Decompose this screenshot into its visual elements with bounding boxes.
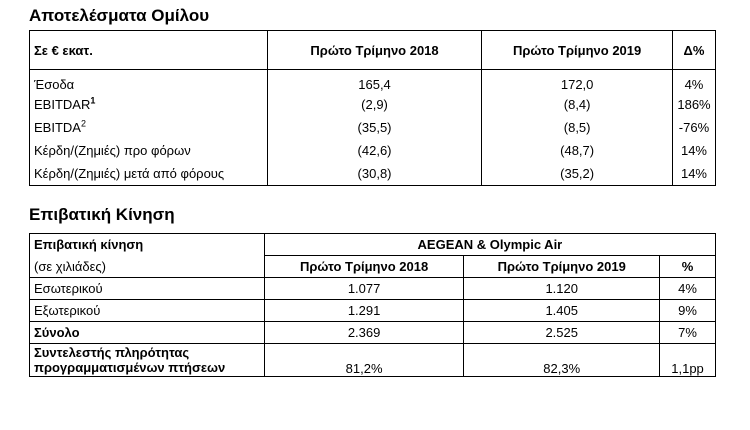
header-q1-2018: Πρώτο Τρίμηνο 2018: [267, 31, 482, 70]
value-pct: 4%: [660, 278, 716, 300]
value-2018: 165,4: [267, 70, 482, 94]
value-2019: 1.405: [464, 300, 660, 322]
value-2019: 82,3%: [464, 344, 660, 377]
value-2018: 1.291: [264, 300, 464, 322]
group-results-table: [29, 30, 716, 186]
header-pct: %: [660, 256, 716, 278]
footnote-marker: 1: [90, 95, 96, 106]
value-2018: (35,5): [267, 116, 482, 139]
value-2018: 1.077: [264, 278, 464, 300]
table-row: [30, 300, 716, 322]
value-2019: 2.525: [464, 322, 660, 344]
row-label: EBITDA$^2$: [30, 116, 268, 139]
row-label: Εσωτερικού: [30, 278, 265, 300]
passenger-traffic-table: [29, 233, 716, 377]
value-pct: 9%: [660, 300, 716, 322]
value-2019: 172,0: [482, 70, 673, 94]
row-label: Σύνολο: [30, 322, 265, 344]
value-2019: (35,2): [482, 162, 673, 186]
value-2019: (8,5): [482, 116, 673, 139]
value-delta: 4%: [672, 70, 715, 94]
value-delta: 14%: [672, 162, 715, 186]
table-row-load-factor: [30, 344, 716, 377]
value-delta: 14%: [672, 139, 715, 162]
table-header-row: [30, 31, 716, 70]
row-label: Συντελεστής πληρότητας προγραμματισμένων πτήσεων: [30, 344, 265, 377]
row-label: Κέρδη/(Ζημιές) προ φόρων: [30, 139, 268, 162]
header-delta: Δ%: [672, 31, 715, 70]
row-label: EBITDAR$^1$: [30, 93, 268, 116]
row-label: Κέρδη/(Ζημιές) μετά από φόρους: [30, 162, 268, 186]
value-2019: (8,4): [482, 93, 673, 116]
table-row: [30, 70, 716, 94]
row-label: Έσοδα: [30, 70, 268, 94]
value-2019: 1.120: [464, 278, 660, 300]
value-pct: 1,1pp: [660, 344, 716, 377]
header-q1-2019: Πρώτο Τρίμηνο 2019: [482, 31, 673, 70]
footnote-marker: 2: [80, 118, 86, 129]
header-unit: Σε € εκατ.: [30, 31, 268, 70]
table-row: [30, 162, 716, 186]
header-label: Επιβατική κίνηση: [30, 234, 265, 256]
table-row: [30, 278, 716, 300]
table-row: [30, 93, 716, 116]
table-header-row: [30, 234, 716, 256]
value-2018: (30,8): [267, 162, 482, 186]
value-delta: -76%: [672, 116, 715, 139]
table-subheader-row: [30, 256, 716, 278]
table-row-total: [30, 322, 716, 344]
value-pct: 7%: [660, 322, 716, 344]
header-q1-2019: Πρώτο Τρίμηνο 2019: [464, 256, 660, 278]
unit-label: (σε χιλιάδες): [30, 256, 265, 278]
table-row: [30, 139, 716, 162]
value-delta: 186%: [672, 93, 715, 116]
table-row: [30, 116, 716, 139]
header-q1-2018: Πρώτο Τρίμηνο 2018: [264, 256, 464, 278]
value-2018: (42,6): [267, 139, 482, 162]
section-title-group-results: Αποτελέσματα Ομίλου: [29, 6, 210, 25]
value-2018: (2,9): [267, 93, 482, 116]
value-2018: 2.369: [264, 322, 464, 344]
section-title-passenger-traffic: Επιβατική Κίνηση: [29, 205, 175, 224]
header-group: AEGEAN & Olympic Air: [264, 234, 715, 256]
value-2018: 81,2%: [264, 344, 464, 377]
value-2019: (48,7): [482, 139, 673, 162]
row-label: Εξωτερικού: [30, 300, 265, 322]
